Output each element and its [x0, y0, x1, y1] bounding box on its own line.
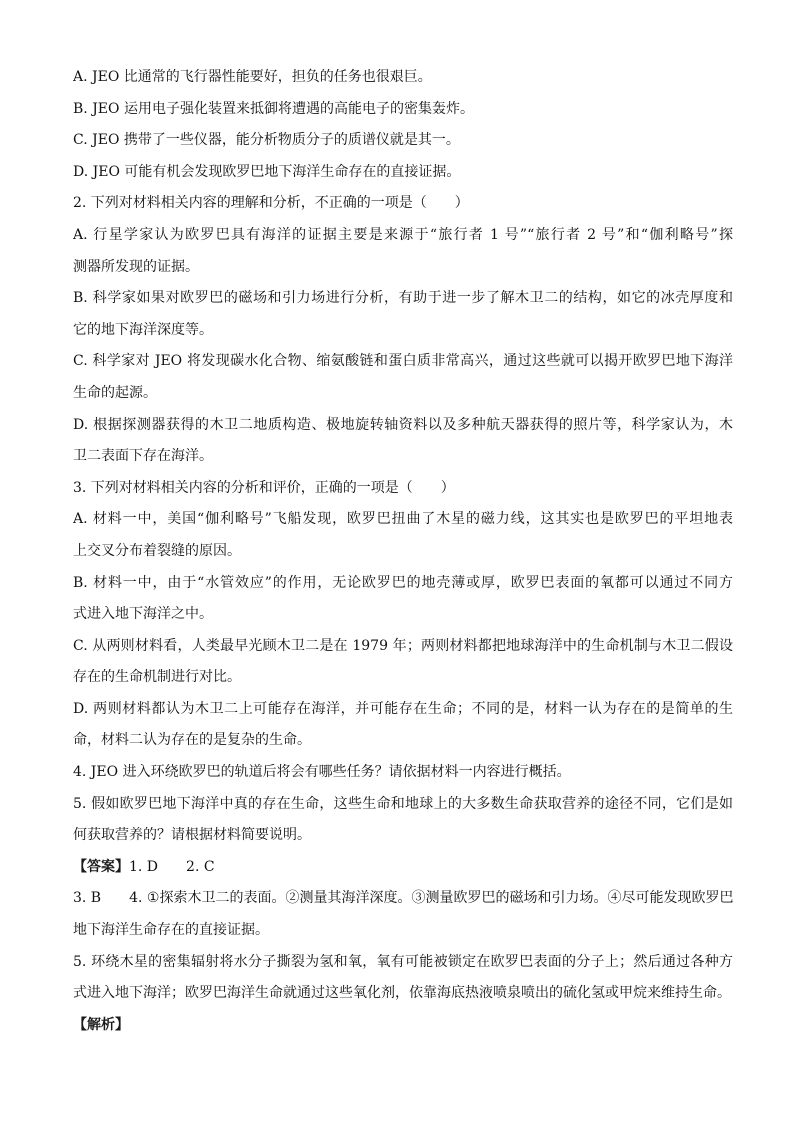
q5-stem-line1: 5. 假如欧罗巴地下海洋中真的存在生命，这些生命和地球上的大多数生命获取营养的途径不同，它们是如	[73, 795, 733, 812]
answer-5-line2: 式进入地下海洋；欧罗巴海洋生命就通过这些氧化剂，依靠海底热液喷泉喷出的硫化氢或甲烷来维持生命。	[73, 985, 731, 1002]
q2-option-a-line2: 测器所发现的证据。	[73, 258, 199, 275]
answer-2: 2. C	[186, 858, 215, 875]
q2-option-d-line2: 卫二表面下存在海洋。	[73, 448, 213, 465]
q1-option-b: B. JEO 运用电子强化装置来抵御将遭遇的高能电子的密集轰炸。	[73, 100, 474, 117]
q4-stem: 4. JEO 进入环绕欧罗巴的轨道后将会有哪些任务？请依据材料一内容进行概括。	[73, 764, 571, 781]
analysis-line	[73, 1010, 733, 1042]
q2-option-c-line2: 生命的起源。	[73, 384, 157, 401]
document-page	[73, 62, 733, 1041]
answer-4-line1: 4. ①探索木卫二的表面。②测量其海洋深度。③测量欧罗巴的磁场和引力场。④尽可能发现欧罗巴	[129, 890, 733, 907]
q3-option-a-line1: A. 材料一中，美国“伽利略号”飞船发现，欧罗巴扭曲了木星的磁力线，这其实也是欧罗巴的平坦地表	[73, 511, 733, 528]
q3-option-a-line2: 上交叉分布着裂缝的原因。	[73, 542, 241, 559]
q2-option-a-line1: A. 行星学家认为欧罗巴具有海洋的证据主要是来源于“旅行者 1 号”“旅行者 2 号”和“伽利略号”探	[73, 226, 733, 243]
q2-option-b-line1: B. 科学家如果对欧罗巴的磁场和引力场进行分析，有助于进一步了解木卫二的结构，如它的冰壳厚度和	[73, 290, 733, 307]
q2-option-c-line1: C. 科学家对 JEO 将发现碳水化合物、缩氨酸链和蛋白质非常高兴，通过这些就可以揭开欧罗巴地下海洋	[73, 353, 733, 370]
q3-stem: 3. 下列对材料相关内容的分析和评价，正确的一项是（ ）	[73, 479, 455, 496]
q3-option-d-line2: 命，材料二认为存在的是复杂的生命。	[73, 732, 311, 749]
answer-line-2	[73, 883, 733, 915]
q3-option-d-line1: D. 两则材料都认为木卫二上可能存在海洋，并可能存在生命；不同的是，材料一认为存在的是简单的生	[73, 700, 733, 717]
q2-option-b-line2: 它的地下海洋深度等。	[73, 321, 213, 338]
q5-stem-line2: 何获取营养的？请根据材料简要说明。	[73, 827, 311, 844]
answer-line-1	[73, 852, 733, 884]
answer-3: 3. B	[73, 890, 102, 907]
answer-1: 1. D	[129, 858, 159, 875]
answer-5-line1: 5. 环绕木星的密集辐射将水分子撕裂为氢和氧，氧有可能被锁定在欧罗巴表面的分子上；然后通过各种方	[73, 953, 733, 970]
answer-4-line2: 地下海洋生命存在的直接证据。	[73, 922, 269, 939]
q1-option-a: A. JEO 比通常的飞行器性能要好，担负的任务也很艰巨。	[73, 69, 432, 85]
q2-option-d-line1: D. 根据探测器获得的木卫二地质构造、极地旋转轴资料以及多种航天器获得的照片等，科学家认为，木	[73, 416, 733, 433]
answer-label: 【答案】	[73, 858, 129, 875]
q3-option-b-line2: 式进入地下海洋之中。	[73, 606, 213, 623]
q2-stem: 2. 下列对材料相关内容的理解和分析，不正确的一项是（ ）	[73, 195, 469, 212]
q3-option-c-line1: C. 从两则材料看，人类最早光顾木卫二是在 1979 年；两则材料都把地球海洋中的生命机制与木卫二假设	[73, 637, 733, 654]
q3-option-b-line1: B. 材料一中，由于“水管效应”的作用，无论欧罗巴的地壳薄或厚，欧罗巴表面的氧都可以通过不同方	[73, 574, 733, 591]
analysis-label: 【解析】	[73, 1016, 129, 1033]
q1-option-d: D. JEO 可能有机会发现欧罗巴地下海洋生命存在的直接证据。	[73, 163, 461, 180]
q1-option-c: C. JEO 携带了一些仪器，能分析物质分子的质谱仪就是其一。	[73, 132, 460, 149]
q3-option-c-line2: 存在的生命机制进行对比。	[73, 669, 241, 686]
